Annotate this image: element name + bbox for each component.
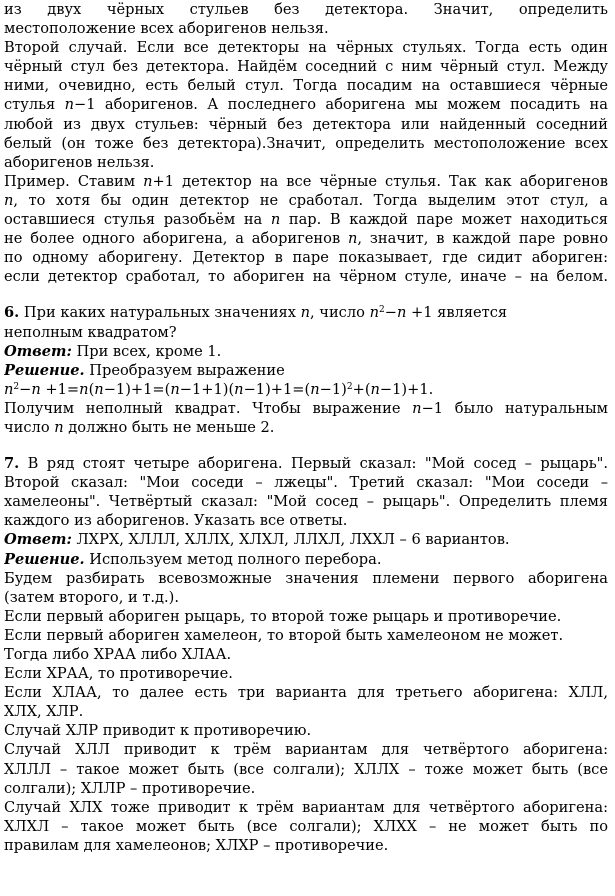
text-line: не более одного аборигена, а аборигенов n, значит, в каждой паре ровно — [4, 230, 608, 248]
paragraph-spacer — [4, 286, 608, 303]
problem-7 — [4, 454, 608, 855]
problem-6-solution — [4, 361, 608, 380]
text-line: n, то хотя бы один детектор не сработал. Тогда выделим этот стул, а — [4, 191, 608, 209]
text-line: аборигенов нельзя. — [4, 153, 155, 171]
answer-text: ЛХРХ, ХЛЛЛ, ХЛЛХ, ХЛХЛ, ЛЛХЛ, ЛХХЛ – 6 вариантов. — [76, 531, 510, 549]
problem-number: 6. — [4, 304, 20, 322]
problem-7-question-line: хамелеоны". Четвёртый сказал: "Мой сосед – рыцарь". Определить племя — [4, 493, 608, 511]
paragraph-first-case-end — [4, 0, 608, 38]
text-line: (затем второго, и т.д.). — [4, 588, 180, 606]
text-line: ХЛЛЛ – такое может быть (все солгали); ХЛЛХ – тоже может быть (все — [4, 760, 608, 778]
problem-6-answer — [4, 342, 608, 361]
text-line: оставшиеся стулья разобьём на n пар. В каждой паре может находиться — [4, 211, 608, 229]
text-line: из двух чёрных стульев без детектора. Значит, определить — [4, 1, 608, 18]
text-line: Получим неполный квадрат. Чтобы выражение n−1 было натуральным — [4, 399, 608, 417]
text-line: Пример. Ставим n+1 детектор на все чёрные стулья. Так как аборигенов — [4, 172, 608, 190]
text-line: Случай ХЛХ тоже приводит к трём вариантам для четвёртого аборигена: — [4, 798, 608, 816]
text-line: ХЛХЛ – такое может быть (все солгали); ХЛХХ – не может быть по — [4, 817, 608, 835]
problem-7-question-line — [4, 454, 608, 473]
formula-line: $n^2-n +1=n(n-1)+1=(n-1+1)(n-1)+1=(n-1)^2+(n-1)+1$. — [4, 380, 434, 398]
problem-number: 7. — [4, 455, 20, 473]
text-line: чёрный стул без детектора. Найдём соседний с ним чёрный стул. Между — [4, 58, 608, 76]
text-line: число n должно быть не меньше 2. — [4, 418, 275, 436]
paragraph-example — [4, 172, 608, 287]
text-line: любой из двух стульев: чёрный без детектора или найденный соседний — [4, 115, 608, 133]
text-line: Тогда либо ХРАА либо ХЛАА. — [4, 646, 232, 663]
text-line: стулья n−1 аборигенов. А последнего аборигена мы можем посадить на — [4, 96, 608, 114]
text-line: Случай ХЛЛ приводит к трём вариантам для четвёртого аборигена: — [4, 741, 608, 759]
text-line: Если ХЛАА, то далее есть три варианта для третьего аборигена: ХЛЛ, — [4, 684, 608, 702]
solution-label: Решение. — [4, 361, 85, 379]
text-line: если детектор сработал, то абориген на чёрном стуле, иначе – на белом. — [4, 268, 608, 286]
text-line: правилам для хамелеонов; ХЛХР – противоречие. — [4, 836, 389, 854]
solution-intro: Используем метод полного перебора. — [89, 550, 382, 568]
text-line: Если первый абориген рыцарь, то второй тоже рыцарь и противоречие. — [4, 607, 562, 625]
text-line: белый (он тоже без детектора).Значит, определить местоположение всех — [4, 134, 608, 152]
solution-label: Решение. — [4, 550, 85, 568]
paragraph-second-case — [4, 38, 608, 172]
problem-7-question-line: каждого из аборигенов. Указать все ответы. — [4, 512, 348, 530]
problem-6-question-line: неполным квадратом? — [4, 323, 177, 341]
problem-7-solution — [4, 550, 608, 569]
text-line: Второй случай. Если все детекторы на чёрных стульях. Тогда есть один — [4, 39, 608, 57]
problem-7-answer — [4, 530, 608, 549]
solution-intro: Преобразуем выражение — [89, 361, 285, 379]
question-text: При каких натуральных значениях n, число $n^2-n +1$ является — [23, 304, 508, 322]
text-line: Если ХРАА, то противоречие. — [4, 665, 233, 683]
text-line: Случай ХЛР приводит к противоречию. — [4, 722, 312, 740]
text-line: местоположение всех аборигенов нельзя. — [4, 20, 329, 38]
answer-label: Ответ: — [4, 531, 72, 549]
problem-6-question-line — [4, 303, 608, 322]
text-line: ними, очевидно, есть белый стул. Тогда посадим на оставшиеся чёрные — [4, 77, 608, 95]
text-line: ХЛХ, ХЛР. — [4, 703, 84, 721]
text-line: Будем разбирать всевозможные значения племени первого аборигена — [4, 569, 608, 587]
text-line: солгали); ХЛЛР – противоречие. — [4, 779, 256, 797]
answer-text: При всех, кроме 1. — [76, 342, 222, 360]
question-text: В ряд стоят четыре аборигена. Первый сказал: "Мой сосед – рыцарь". — [27, 455, 608, 473]
paragraph-spacer — [4, 437, 608, 454]
answer-label: Ответ: — [4, 342, 72, 360]
text-line: Если первый абориген хамелеон, то второй быть хамелеоном не может. — [4, 626, 564, 644]
text-line: по одному аборигену. Детектор в паре показывает, где сидит абориген: — [4, 249, 608, 267]
problem-6 — [4, 303, 608, 437]
problem-7-question-line: Второй сказал: "Мои соседи – лжецы". Третий сказал: "Мои соседи – — [4, 474, 608, 492]
